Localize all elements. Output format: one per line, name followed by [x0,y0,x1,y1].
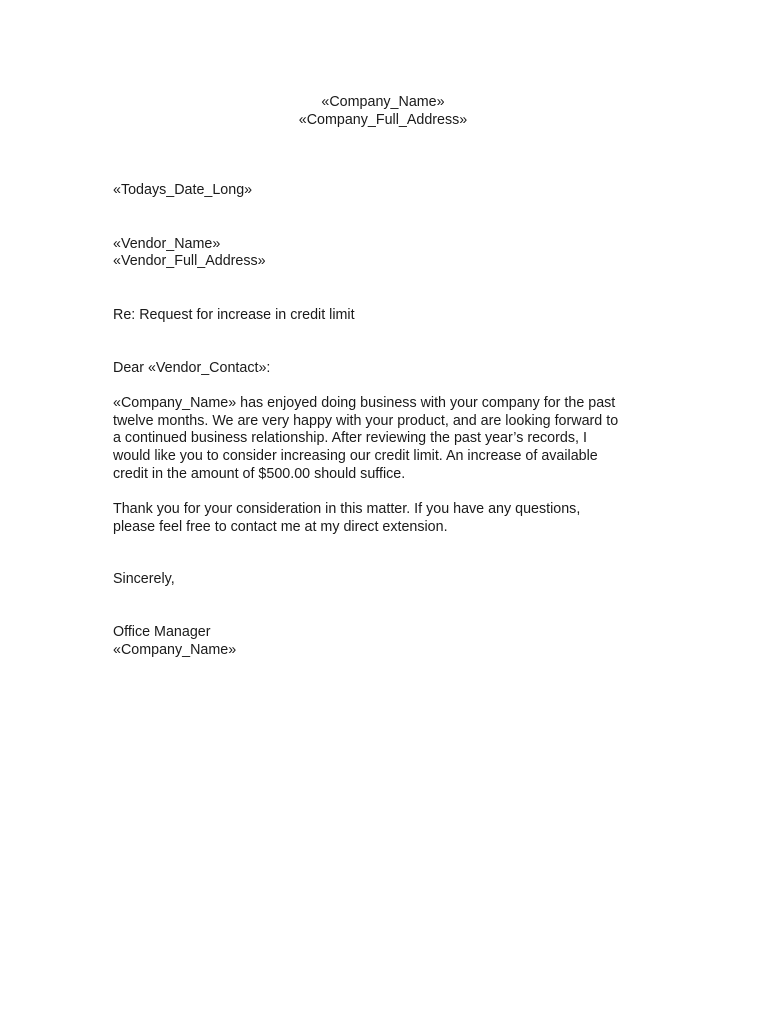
letterhead [113,94,653,129]
salutation-text: Dear «Vendor_Contact»: [113,359,271,376]
body-paragraph-2 [113,501,658,536]
subject-text: Re: Request for increase in credit limit [113,306,355,323]
date-text: «Todays_Date_Long» [113,182,253,199]
paragraph-line: please feel free to contact me at my direct extension. [113,518,448,535]
recipient-address: «Vendor_Full_Address» [113,253,266,270]
closing [113,571,658,589]
paragraph-line: «Company_Name» has enjoyed doing business with your company for the past [113,395,616,412]
paragraph-line: credit in the amount of $500.00 should suffice. [113,465,406,482]
subject-line [113,307,658,325]
letter [113,94,658,659]
paragraph-line: Thank you for your consideration in this matter. If you have any questions, [113,501,581,518]
salutation [113,360,658,378]
paragraph-line: would like you to consider increasing our credit limit. An increase of available [113,447,598,464]
closing-text: Sincerely, [113,571,175,588]
body-paragraph-1 [113,395,658,483]
paragraph-line: a continued business relationship. After reviewing the past year’s records, I [113,430,587,447]
signature-block [113,624,658,659]
recipient-name: «Vendor_Name» [113,235,221,252]
letterhead-company-name: «Company_Name» [321,94,445,110]
paragraph-line: twelve months. We are very happy with your product, and are looking forward to [113,412,619,429]
signature-company: «Company_Name» [113,641,237,658]
signature-title: Office Manager [113,623,211,640]
letterhead-company-address: «Company_Full_Address» [298,111,468,128]
letter-date [113,182,658,200]
recipient-block [113,236,658,271]
